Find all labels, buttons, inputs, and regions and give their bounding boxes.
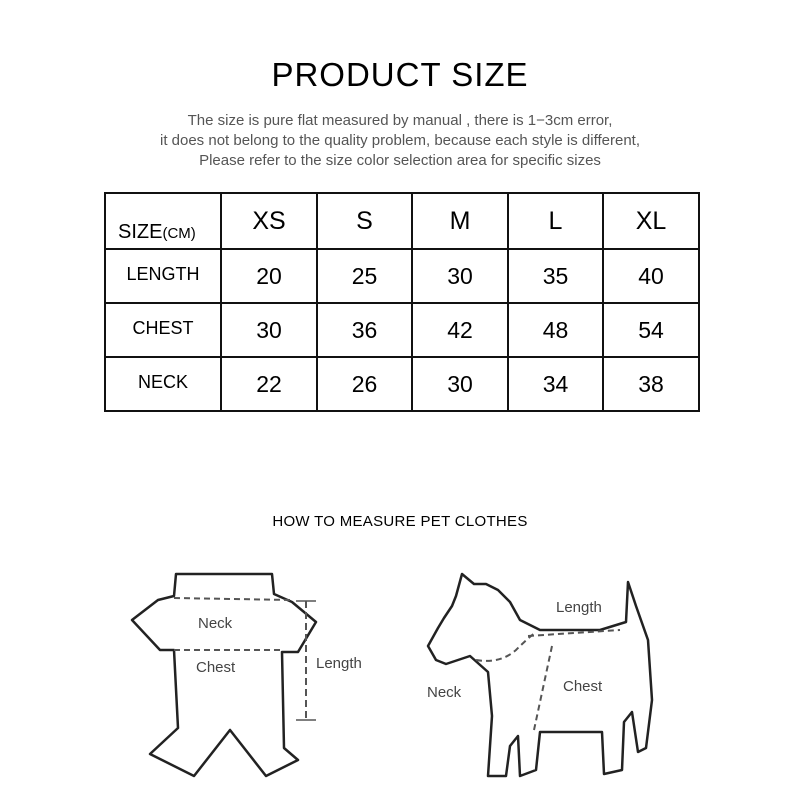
row-label: CHEST (105, 303, 221, 357)
size-header-unit: (CM) (162, 225, 196, 242)
measure-heading: HOW TO MEASURE PET CLOTHES (272, 513, 528, 530)
table-cell: 30 (412, 249, 508, 303)
table-cell: 22 (221, 357, 317, 411)
size-header-cell (105, 193, 221, 249)
dog-neck-line (476, 632, 536, 661)
dog-chest-line (534, 646, 552, 730)
dog-outline (428, 574, 652, 776)
measure-diagram (0, 540, 800, 800)
table-cell: 35 (508, 249, 603, 303)
size-column-header: XS (221, 193, 317, 249)
row-label: NECK (105, 357, 221, 411)
size-column-header: S (317, 193, 412, 249)
table-header-row (105, 193, 699, 249)
dog-length-label: Length (556, 599, 602, 616)
table-cell: 36 (317, 303, 412, 357)
dog-neck-label: Neck (427, 684, 462, 701)
size-column-header: M (412, 193, 508, 249)
garment-neck-label: Neck (198, 615, 233, 632)
table-cell: 42 (412, 303, 508, 357)
table-cell: 40 (603, 249, 699, 303)
table-cell: 30 (412, 357, 508, 411)
table-row (105, 303, 699, 357)
table-cell: 34 (508, 357, 603, 411)
table-cell: 38 (603, 357, 699, 411)
size-note-line-3: Please refer to the size color selection area for specific sizes (199, 152, 601, 169)
table-cell: 48 (508, 303, 603, 357)
size-header-label: SIZE (118, 221, 163, 243)
size-table (104, 192, 700, 412)
dog-illustration (428, 574, 652, 776)
page-title: PRODUCT SIZE (271, 56, 529, 93)
size-note (0, 111, 800, 171)
size-note-line-1: The size is pure flat measured by manual , there is 1−3cm error, (187, 112, 613, 129)
table-cell: 30 (221, 303, 317, 357)
table-cell: 25 (317, 249, 412, 303)
size-column-header: L (508, 193, 603, 249)
table-row (105, 249, 699, 303)
dog-chest-label: Chest (563, 678, 603, 695)
size-note-line-2: it does not belong to the quality problem, because each style is different, (159, 132, 641, 149)
table-cell: 26 (317, 357, 412, 411)
table-row (105, 357, 699, 411)
row-label: LENGTH (105, 249, 221, 303)
size-column-header: XL (603, 193, 699, 249)
garment-chest-label: Chest (196, 659, 236, 676)
garment-length-label: Length (316, 655, 362, 672)
table-cell: 20 (221, 249, 317, 303)
table-cell: 54 (603, 303, 699, 357)
